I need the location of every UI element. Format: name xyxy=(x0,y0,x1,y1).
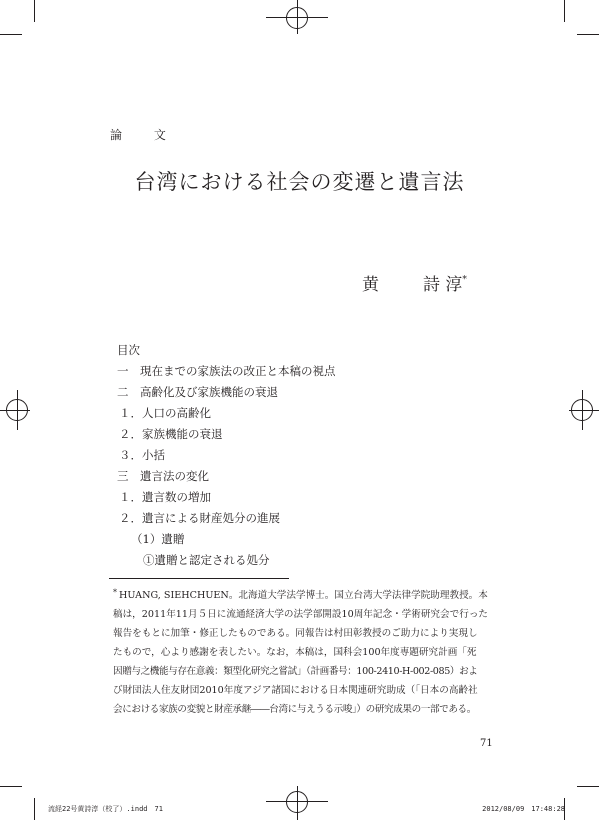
paper-title: 台湾における社会の変遷と遺言法 xyxy=(134,170,465,194)
footnote xyxy=(113,583,493,719)
toc-item: ①遺贈と認定される処分 xyxy=(143,553,270,567)
slug-timestamp: 2012/08/09 17:48:28 xyxy=(482,805,565,813)
footnote-mark: * xyxy=(113,588,117,597)
registration-mark-right xyxy=(571,399,593,421)
author-given-name: 詩 淳 xyxy=(423,275,463,295)
slug-filename: 流経22号黄詩淳（校了）.indd 71 xyxy=(48,805,163,813)
author-surname: 黄 xyxy=(362,275,379,295)
footnote-line: 稿は，2011年11月５日に流通経済大学の法学部開設10周年記念・学術研究会で行った xyxy=(113,609,489,620)
section-label: 論 文 xyxy=(110,128,180,142)
registration-mark-bottom xyxy=(286,791,308,813)
footnote-line: 報告をもとに加筆・修正したものである。同報告は村田彰教授のご助力により実現し xyxy=(113,628,478,639)
footnote-line: たもので，心より感謝を表したい。なお，本稿は，国科会100年度専題研究計画「死 xyxy=(113,647,477,658)
author xyxy=(362,270,467,295)
toc-item: １．遺言数の増加 xyxy=(119,490,211,504)
footnote-line: 会における家族の変貌と財産承継――台湾に与えうる示唆」）の研究成果の一部である。 xyxy=(113,704,476,715)
table-of-contents xyxy=(117,340,336,571)
footnote-line: * HUANG, SIEHCHUEN。北海道大学法学博士。国立台湾大学法律学院助理教授。本 xyxy=(113,588,488,601)
toc-heading: 目次 xyxy=(117,343,140,357)
toc-item: 一 現在までの家族法の改正と本稿の視点 xyxy=(117,364,336,378)
page-number: 71 xyxy=(480,738,493,749)
footnote-line: び財団法人住友財団2010年度アジア諸国における日本関連研究助成（「日本の高齢社 xyxy=(113,685,478,696)
author-footnote-mark: * xyxy=(462,275,467,285)
toc-item: ３．小括 xyxy=(119,448,165,462)
footnote-line: 因贈与之機能与存在意義：類型化研究之嘗試」（計画番号：100-2410-H-002-085）およ xyxy=(113,666,478,677)
toc-item: ２．遺言による財産処分の進展 xyxy=(119,511,280,525)
toc-item: 二 高齢化及び家族機能の衰退 xyxy=(117,385,278,399)
registration-mark-left xyxy=(6,399,28,421)
toc-item: （1）遺贈 xyxy=(131,532,185,546)
toc-item: １．人口の高齢化 xyxy=(119,406,211,420)
toc-item: ２．家族機能の衰退 xyxy=(119,427,223,441)
registration-mark-top xyxy=(286,7,308,29)
footnote-rule xyxy=(109,578,289,579)
toc-item: 三 遺言法の変化 xyxy=(117,469,209,483)
